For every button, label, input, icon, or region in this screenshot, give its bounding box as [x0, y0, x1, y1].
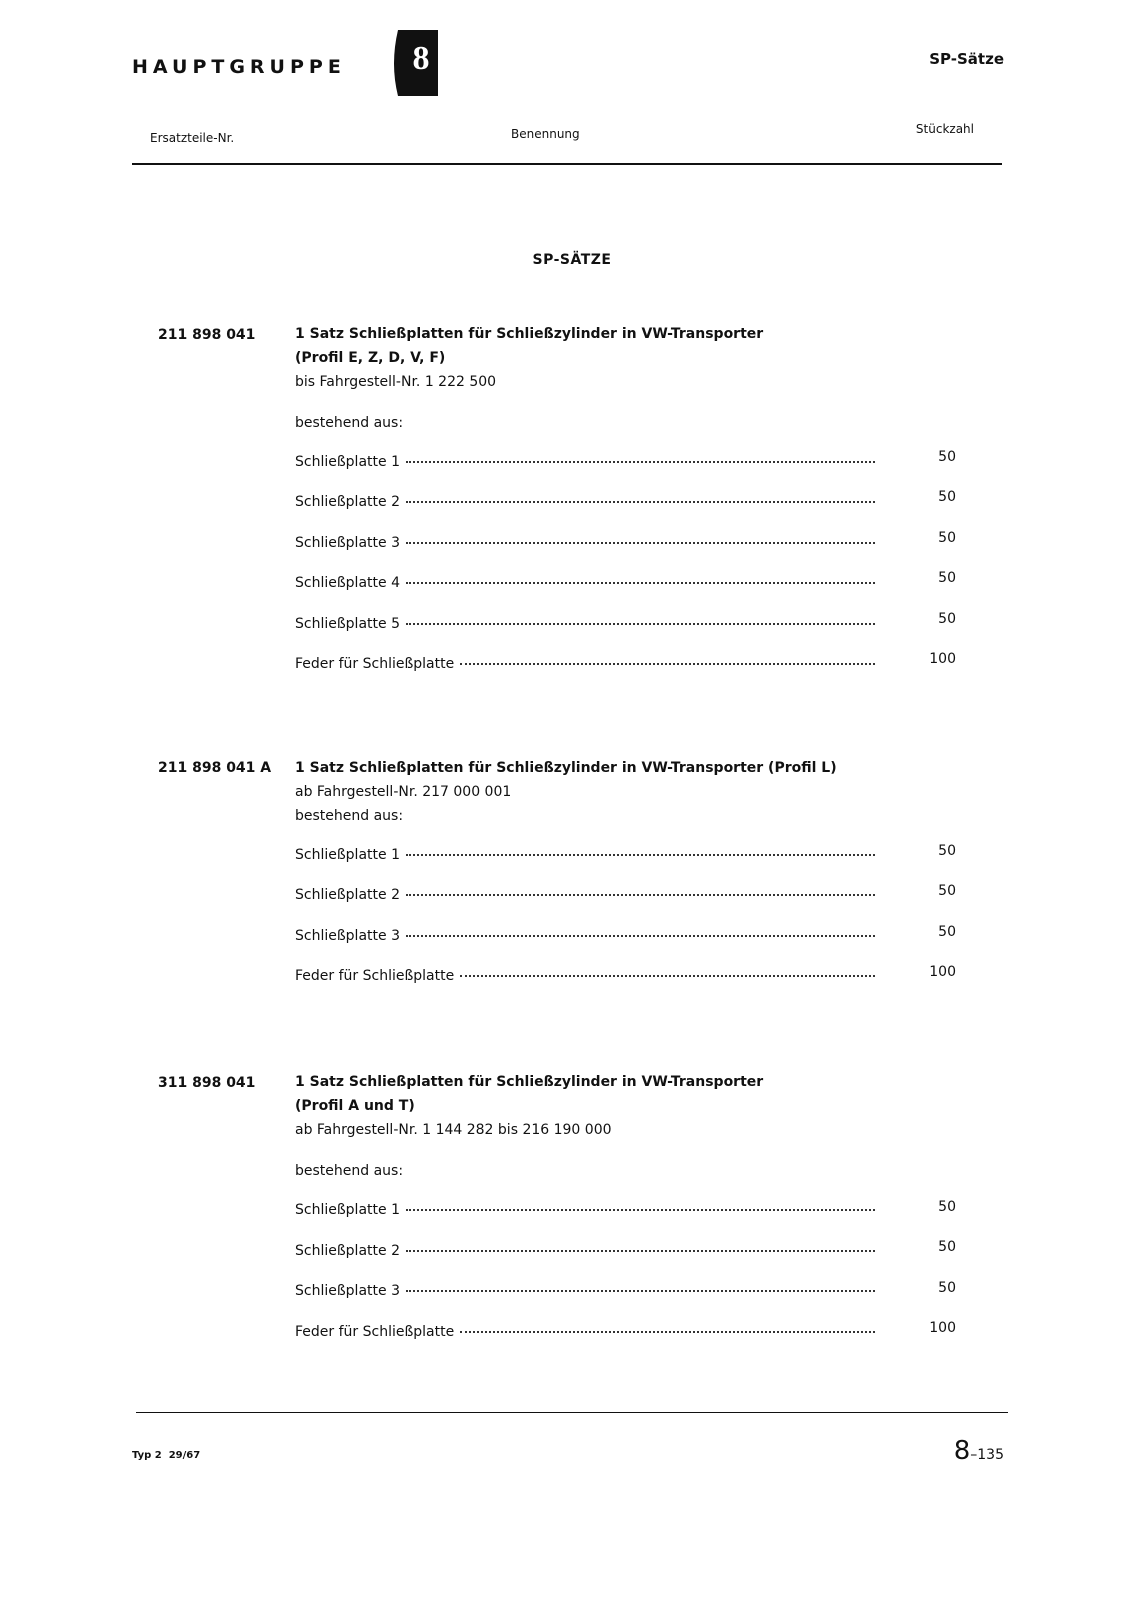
item-quantity: 100: [929, 964, 956, 980]
set-2-part-number: 211 898 041 A: [158, 760, 272, 776]
page-number-group: 8: [953, 1436, 971, 1466]
dot-leader: [406, 623, 875, 625]
set-3-item: [295, 1324, 875, 1346]
set-1-item: [295, 535, 875, 557]
set-2-chassis-range: ab Fahrgestell-Nr. 217 000 001: [295, 784, 512, 800]
main-group-title: HAUPTGRUPPE: [132, 56, 346, 78]
item-quantity: 50: [938, 449, 956, 465]
set-3-title-line-2: (Profil A und T): [295, 1098, 415, 1114]
item-label: Schließplatte 5: [295, 616, 400, 632]
dot-leader: [406, 1250, 875, 1252]
set-1-item: [295, 494, 875, 516]
set-2-item: [295, 928, 875, 950]
set-1-consists-of: bestehend aus:: [295, 415, 404, 431]
set-1-title-line-2: (Profil E, Z, D, V, F): [295, 350, 446, 366]
item-label: Schließplatte 3: [295, 535, 400, 551]
dot-leader: [406, 935, 875, 937]
set-3-item: [295, 1202, 875, 1224]
set-1-part-number: 211 898 041: [158, 327, 256, 343]
set-3-part-number: 311 898 041: [158, 1075, 256, 1091]
item-quantity: 50: [938, 843, 956, 859]
item-quantity: 50: [938, 611, 956, 627]
column-header-part-no: Ersatzteile-Nr.: [150, 131, 235, 145]
set-1-item: [295, 575, 875, 597]
set-1-item: [295, 616, 875, 638]
dot-leader: [460, 975, 875, 977]
page-number: [954, 1436, 1004, 1466]
set-3-chassis-range: ab Fahrgestell-Nr. 1 144 282 bis 216 190 000: [295, 1122, 612, 1138]
set-2-item: [295, 887, 875, 909]
item-label: Schließplatte 1: [295, 1202, 400, 1218]
set-2-title-line-1: 1 Satz Schließplatten für Schließzylinder in VW-Transporter (Profil L): [295, 760, 837, 776]
item-quantity: 50: [938, 489, 956, 505]
item-quantity: 50: [938, 570, 956, 586]
dot-leader: [406, 854, 875, 856]
set-2-description: [295, 756, 855, 828]
set-3-item: [295, 1243, 875, 1265]
set-3-description: [295, 1070, 855, 1142]
set-2-item: [295, 968, 875, 990]
item-quantity: 50: [938, 1199, 956, 1215]
section-header-right: SP-Sätze: [929, 50, 1004, 68]
item-quantity: 50: [938, 1280, 956, 1296]
set-1-title-line-1: 1 Satz Schließplatten für Schließzylinder in VW-Transporter: [295, 326, 764, 342]
dot-leader: [460, 663, 875, 665]
item-label: Feder für Schließplatte: [295, 656, 455, 672]
item-quantity: 50: [938, 924, 956, 940]
set-1-item: [295, 656, 875, 678]
item-quantity: 50: [938, 1239, 956, 1255]
header-rule: [132, 163, 1002, 165]
set-1-item: [295, 454, 875, 476]
dot-leader: [406, 1209, 875, 1211]
dot-leader: [406, 461, 875, 463]
set-3-item: [295, 1283, 875, 1305]
set-1-description: [295, 322, 855, 394]
item-quantity: 100: [929, 651, 956, 667]
dot-leader: [406, 1290, 875, 1292]
dot-leader: [460, 1331, 875, 1333]
item-label: Schließplatte 1: [295, 847, 400, 863]
item-quantity: 100: [929, 1320, 956, 1336]
dot-leader: [406, 501, 875, 503]
page-number-page: –135: [970, 1447, 1004, 1463]
footer-rule: [136, 1412, 1008, 1413]
item-label: Schließplatte 4: [295, 575, 400, 591]
dot-leader: [406, 582, 875, 584]
item-quantity: 50: [938, 530, 956, 546]
set-2-item: [295, 847, 875, 869]
type-code: Typ 2 29/67: [132, 1450, 201, 1461]
group-number-badge: [388, 26, 442, 100]
dot-leader: [406, 542, 875, 544]
set-3-title-line-1: 1 Satz Schließplatten für Schließzylinder in VW-Transporter: [295, 1074, 764, 1090]
column-header-qty: Stückzahl: [915, 122, 974, 136]
section-title: SP-SÄTZE: [532, 252, 612, 268]
item-label: Schließplatte 1: [295, 454, 400, 470]
item-label: Feder für Schließplatte: [295, 1324, 455, 1340]
item-quantity: 50: [938, 883, 956, 899]
item-label: Schließplatte 2: [295, 494, 400, 510]
set-3-consists-of: bestehend aus:: [295, 1163, 404, 1179]
column-header-name: Benennung: [511, 127, 580, 141]
group-number: 8: [412, 40, 430, 77]
dot-leader: [406, 894, 875, 896]
item-label: Schließplatte 2: [295, 887, 400, 903]
item-label: Schließplatte 3: [295, 928, 400, 944]
item-label: Feder für Schließplatte: [295, 968, 455, 984]
item-label: Schließplatte 2: [295, 1243, 400, 1259]
item-label: Schließplatte 3: [295, 1283, 400, 1299]
set-2-consists-of: bestehend aus:: [295, 808, 404, 824]
set-1-chassis-range: bis Fahrgestell-Nr. 1 222 500: [295, 374, 497, 390]
